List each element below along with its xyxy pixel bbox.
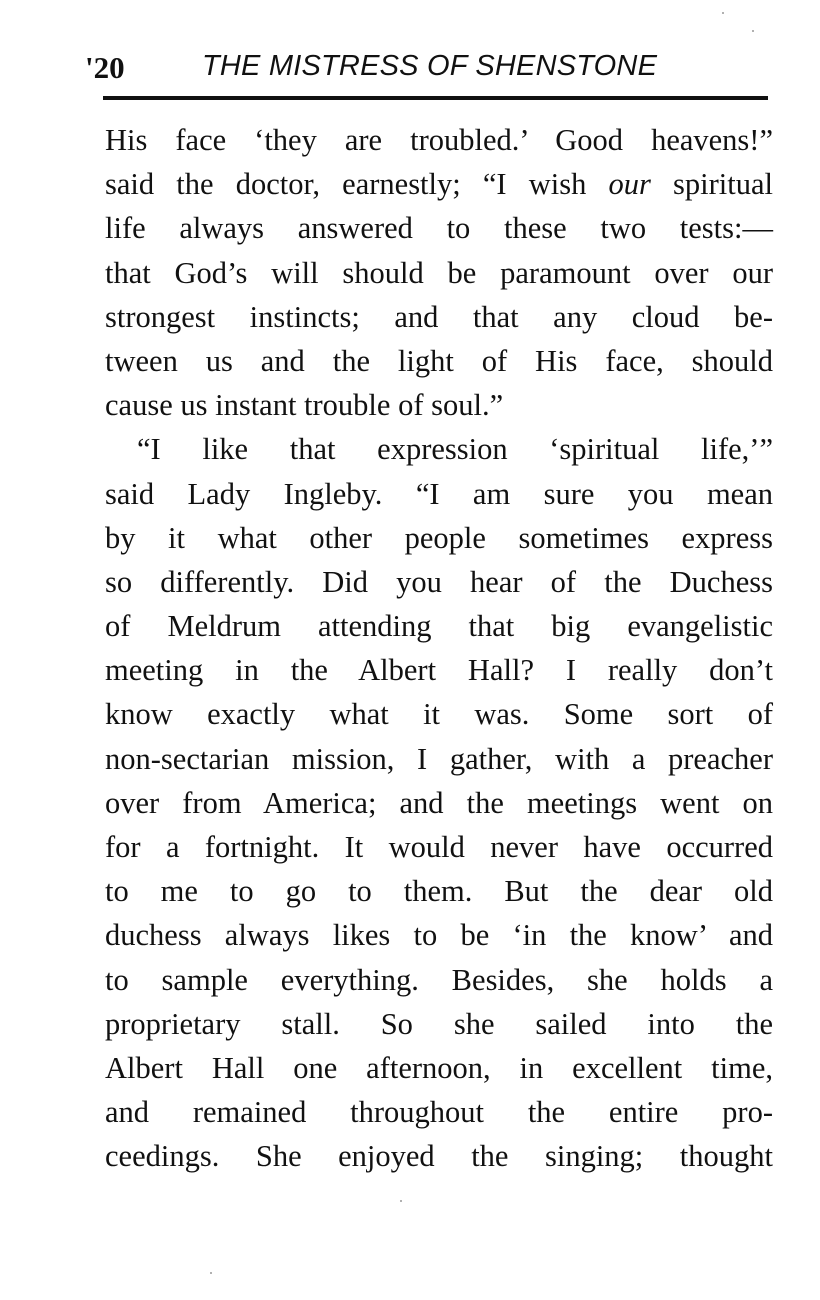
text-line: for a fortnight. It would never have occurred [105,830,773,864]
text-line: and remained throughout the entire pro- [105,1095,773,1130]
text-line: tween us and the light of His face, should [105,343,773,378]
running-title: THE MISTRESS OF SHENSTONE [202,50,658,82]
text-line: by it what other people sometimes express [105,520,773,555]
text-line: know exactly what it was. Some sort of [105,697,773,732]
page-header [85,44,775,88]
scan-speck [400,1200,402,1202]
text-line: life always answered to these two tests:— [105,211,773,246]
text-line: “I like that expression ‘spiritual life,’” [137,432,773,467]
scan-speck [752,30,754,32]
text-line: Albert Hall one afternoon, in excellent time, [105,1050,773,1085]
header-rule [103,96,768,100]
text-line: His face ‘they are troubled.’ Good heavens!” [105,123,773,157]
text-line: so differently. Did you hear of the Duchess [105,564,773,599]
text-line: non-sectarian mission, I gather, with a preacher [105,741,773,776]
text-line: proprietary stall. So she sailed into the [105,1006,773,1041]
text-line: said Lady Ingleby. “I am sure you mean [105,476,773,511]
text-line: strongest instincts; and that any cloud be- [105,299,773,334]
text-line: to me to go to them. But the dear old [105,874,773,909]
text-line: cause us instant trouble of soul.” [105,388,504,423]
text-line: to sample everything. Besides, she holds a [105,962,773,997]
emphasis: our [608,167,651,202]
text-line: that God’s will should be paramount over our [105,255,773,290]
scan-speck [210,1272,212,1274]
text-line: ceedings. She enjoyed the singing; thought [105,1139,773,1174]
scan-speck [722,12,724,14]
text-line: of Meldrum attending that big evangelistic [105,609,773,644]
text-line: said the doctor, earnestly; “I wish our spiritual [105,167,773,202]
body-text [105,118,773,1179]
text-line: meeting in the Albert Hall? I really don’t [105,653,773,688]
text-line: duchess always likes to be ‘in the know’ and [105,918,773,953]
page-number: '20 [85,50,125,85]
text-line: over from America; and the meetings went on [105,785,773,820]
